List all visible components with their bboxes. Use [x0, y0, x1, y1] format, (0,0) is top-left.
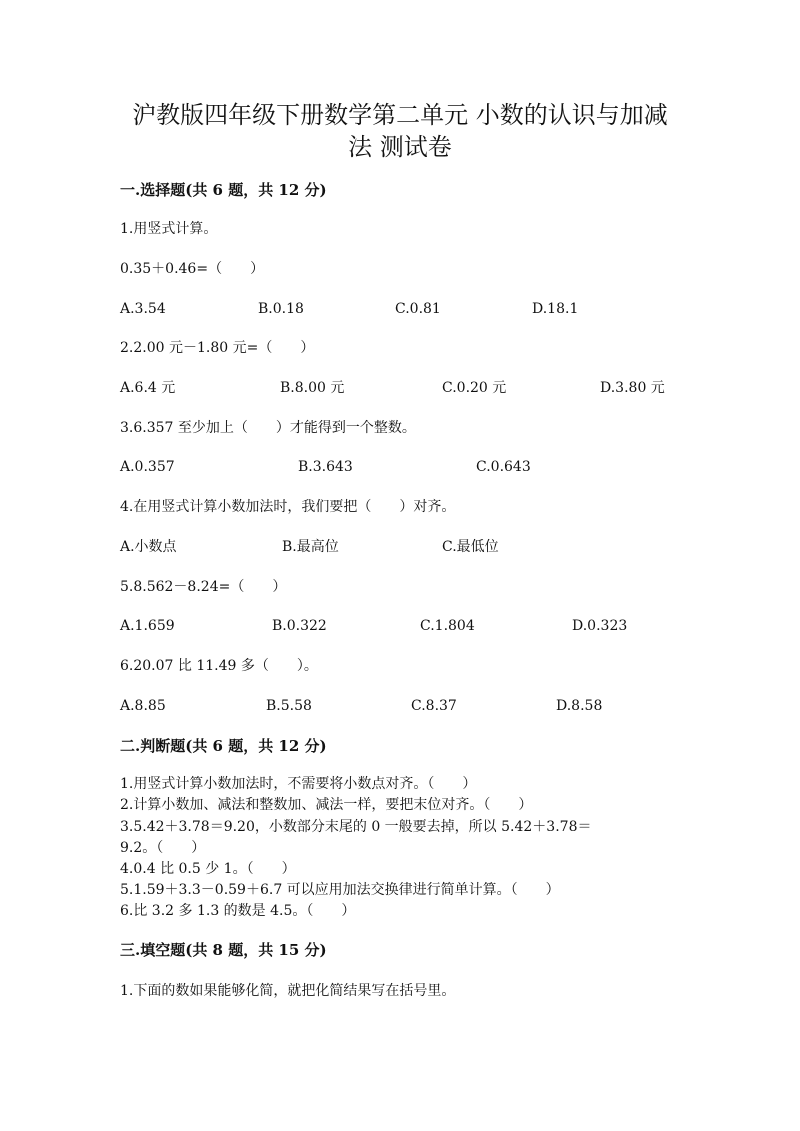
option-c: C.最低位 [442, 539, 499, 555]
option-b: B.3.643 [298, 459, 353, 475]
question-intro: 1.下面的数如果能够化简，就把化简结果写在括号里。 [120, 983, 456, 999]
option-c: C.1.804 [420, 618, 475, 634]
question-intro: 1.用竖式计算。 [120, 221, 218, 237]
question-text: 4.在用竖式计算小数加法时，我们要把（ ）对齐。 [120, 499, 456, 515]
question-text: 6.20.07 比 11.49 多（ ）。 [120, 658, 318, 674]
option-a: A.小数点 [120, 539, 177, 555]
judge-item-continued: 9.2。（ ） [120, 840, 206, 856]
option-a: A.0.357 [120, 459, 175, 475]
judge-item: 4.0.4 比 0.5 少 1。（ ） [120, 861, 296, 877]
judge-item: 5.1.59＋3.3－0.59＋6.7 可以应用加法交换律进行简单计算。（ ） [120, 882, 560, 898]
page-title-line1: 沪教版四年级下册数学第二单元 小数的认识与加减 [132, 101, 668, 129]
option-a: A.3.54 [120, 301, 166, 317]
option-a: A.1.659 [120, 618, 175, 634]
option-b: B.最高位 [282, 539, 339, 555]
option-a: A.6.4 元 [120, 380, 176, 396]
option-b: B.0.322 [272, 618, 327, 634]
section-heading-judge: 二.判断题(共 6 题，共 12 分) [120, 737, 327, 755]
option-d: D.3.80 元 [600, 380, 665, 396]
option-c: C.8.37 [411, 698, 457, 714]
question-text: 2.2.00 元－1.80 元=（ ） [120, 340, 315, 356]
option-b: B.5.58 [266, 698, 312, 714]
option-c: C.0.643 [476, 459, 531, 475]
option-d: D.18.1 [532, 301, 579, 317]
option-b: B.0.18 [258, 301, 304, 317]
question-text: 0.35＋0.46=（ ） [120, 261, 265, 277]
section-heading-choice: 一.选择题(共 6 题，共 12 分) [120, 181, 327, 199]
page-title-line2: 法 测试卷 [348, 133, 452, 161]
judge-item: 2.计算小数加、减法和整数加、减法一样，要把末位对齐。（ ） [120, 797, 533, 813]
option-c: C.0.81 [395, 301, 441, 317]
question-text: 5.8.562－8.24=（ ） [120, 579, 287, 595]
judge-item: 1.用竖式计算小数加法时，不需要将小数点对齐。（ ） [120, 776, 477, 792]
option-a: A.8.85 [120, 698, 166, 714]
judge-item: 6.比 3.2 多 1.3 的数是 4.5。（ ） [120, 903, 356, 919]
question-text: 3.6.357 至少加上（ ）才能得到一个整数。 [120, 420, 416, 436]
judge-item: 3.5.42＋3.78＝9.20，小数部分末尾的 0 一般要去掉，所以 5.42＋3.78＝ [120, 819, 592, 835]
section-heading-fill: 三.填空题(共 8 题，共 15 分) [120, 941, 327, 959]
option-d: D.0.323 [572, 618, 628, 634]
option-b: B.8.00 元 [280, 380, 345, 396]
option-d: D.8.58 [556, 698, 603, 714]
option-c: C.0.20 元 [442, 380, 507, 396]
